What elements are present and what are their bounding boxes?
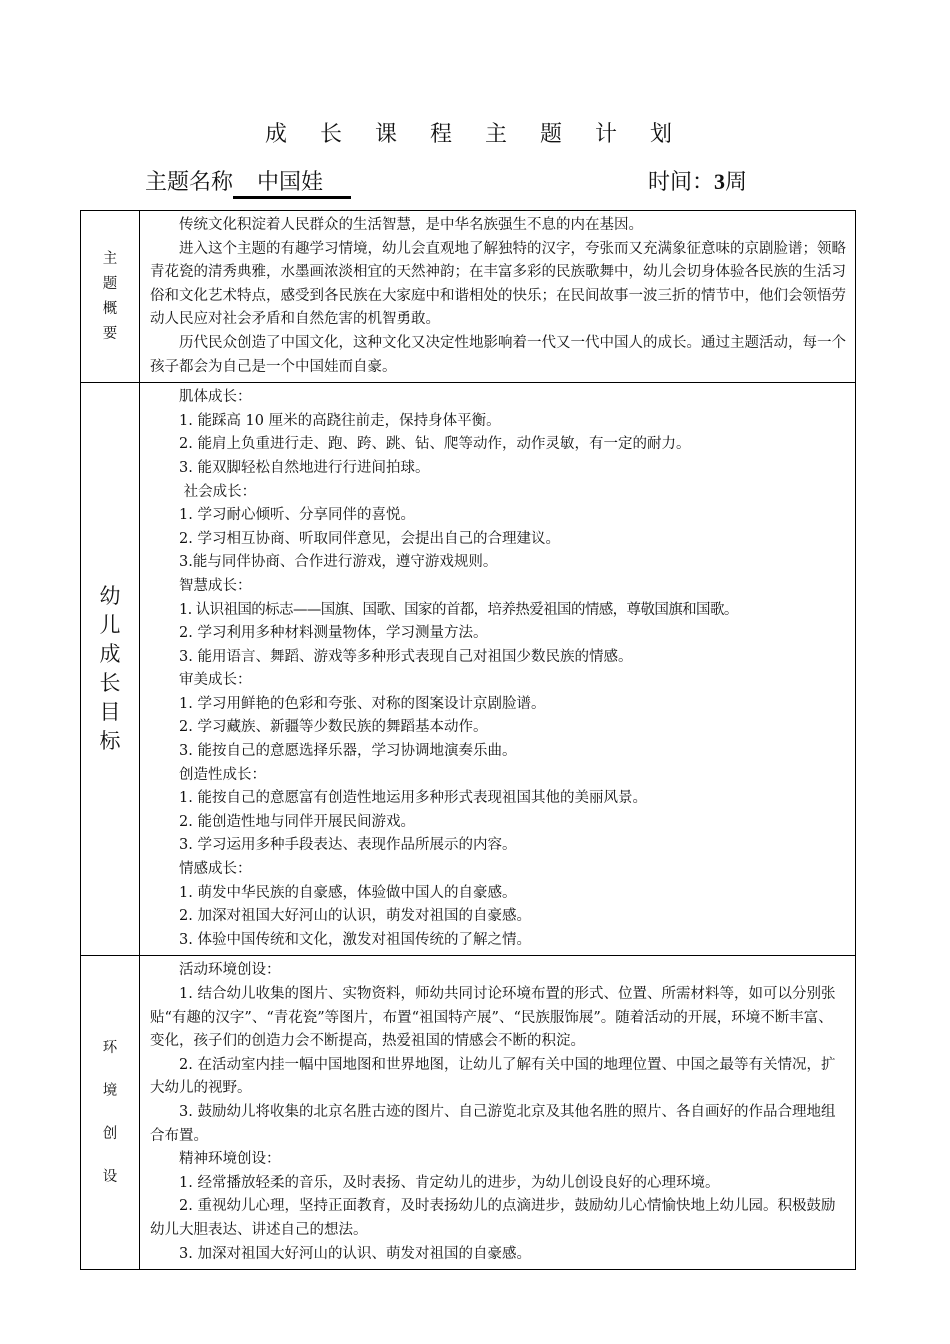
goals-label [81, 383, 140, 956]
environment-paragraph: 1. 经常播放轻柔的音乐，及时表扬、肯定幼儿的进步，为幼儿创设良好的心理环境。 [179, 1174, 720, 1191]
goal-item: 2. 加深对祖国大好河山的认识，萌发对祖国的自豪感。 [179, 908, 531, 925]
overview-row [81, 211, 856, 383]
environment-row [81, 956, 856, 1270]
goal-item: 1. 能踩高 10 厘米的高跷往前走，保持身体平衡。 [179, 412, 501, 429]
goal-item: 3. 能用语言、舞蹈、游戏等多种形式表现自己对祖国少数民族的情感。 [179, 648, 633, 665]
goal-item: 2. 能肩上负重进行走、跑、跨、跳、钻、爬等动作，动作灵敏，有一定的耐力。 [179, 436, 691, 453]
time-line [648, 165, 747, 196]
goal-item: 3. 学习运用多种手段表达、表现作品所展示的内容。 [179, 837, 517, 854]
overview-paragraph: 传统文化积淀着人民群众的生活智慧，是中华名族强生不息的内在基因。 [179, 217, 643, 233]
label-char: 主 [102, 250, 118, 267]
goal-item: 1. 学习用鲜艳的色彩和夸张、对称的图案设计京剧脸谱。 [179, 695, 546, 712]
overview-label [81, 211, 140, 383]
theme-name: 中国娃 [233, 165, 351, 199]
environment-label [81, 956, 140, 1270]
goal-item: 1. 学习耐心倾听、分享同伴的喜悦。 [179, 507, 415, 524]
theme-line [145, 165, 351, 199]
goal-item: 3. 体验中国传统和文化，激发对祖国传统的了解之情。 [179, 931, 531, 948]
label-char: 要 [102, 325, 118, 342]
overview-paragraph: 历代民众创造了中国文化，这种文化又决定性地影响着一代又一代中国人的成长。通过主题活动，每一个孩子都会为自己是一个中国娃而自豪。 [150, 334, 846, 375]
goal-item: 2. 学习相互协商、听取同伴意见，会提出自己的合理建议。 [179, 530, 560, 547]
label-char: 题 [102, 275, 118, 292]
goal-item: 1. 能按自己的意愿富有创造性地运用多种形式表现祖国其他的美丽风景。 [179, 790, 647, 807]
goals-content [140, 383, 856, 956]
overview-paragraph: 进入这个主题的有趣学习情境，幼儿会直观地了解独特的汉字，夸张而又充满象征意味的京剧脸谱；领略青花瓷的清秀典雅，水墨画浓淡相宜的天然神韵；在丰富多彩的民族歌舞中，幼儿会切身体验各民族的生活习俗和文化艺术特点，感受到各民族在大家庭中和谐相处的快乐；在民间故事一波三折的情节中，他们会领悟劳动人民应对社会矛盾和自然危害的机智勇敢。 [150, 240, 846, 328]
goals-row [81, 383, 856, 956]
label-char: 成 [99, 642, 121, 667]
goal-item: 2. 能创造性地与同伴开展民间游戏。 [179, 813, 415, 830]
label-char: 概 [102, 300, 118, 317]
theme-label: 主题名称 [145, 170, 234, 195]
goal-category: 情感成长： [179, 861, 252, 878]
environment-content [140, 956, 856, 1270]
goal-item: 1. 萌发中华民族的自豪感，体验做中国人的自豪感。 [179, 884, 517, 901]
label-char: 设 [102, 1168, 118, 1185]
label-char: 幼 [99, 584, 121, 609]
time-label: 时间： [648, 170, 715, 195]
label-char: 境 [102, 1082, 118, 1099]
goal-category: 审美成长： [179, 672, 252, 689]
plan-table [80, 210, 856, 1270]
environment-heading: 精神环境创设： [179, 1151, 281, 1168]
environment-heading: 活动环境创设： [179, 962, 281, 979]
goal-item: 3. 能双脚轻松自然地进行行进间拍球。 [179, 459, 430, 476]
page-title: 成 长 课 程 主 题 计 划 [265, 122, 685, 147]
label-char: 环 [102, 1039, 118, 1056]
label-char: 儿 [99, 613, 121, 638]
goal-category: 社会成长： [179, 483, 257, 500]
label-char: 目 [99, 700, 121, 725]
goal-item: 1. 认识祖国的标志——国旗、国歌、国家的首都，培养热爱祖国的情感，尊敬国旗和国歌。 [179, 601, 738, 618]
label-char: 长 [99, 671, 121, 696]
goal-category: 智慧成长： [179, 577, 252, 594]
goal-item: 3. 能按自己的意愿选择乐器，学习协调地演奏乐曲。 [179, 743, 517, 760]
goal-category: 肌体成长： [179, 389, 252, 406]
label-char: 创 [102, 1125, 118, 1142]
time-value: 3 [714, 169, 726, 194]
goal-category: 创造性成长： [179, 766, 266, 783]
goal-item: 2. 学习藏族、新疆等少数民族的舞蹈基本动作。 [179, 719, 488, 736]
goal-item: 2. 学习利用多种材料测量物体，学习测量方法。 [179, 625, 488, 642]
time-unit: 周 [725, 170, 748, 195]
environment-paragraph: 3. 鼓励幼儿将收集的北京名胜古迹的图片、自己游览北京及其他名胜的照片、各自画好的作品合理地组合布置。 [150, 1103, 836, 1144]
environment-paragraph: 2. 在活动室内挂一幅中国地图和世界地图，让幼儿了解有关中国的地理位置、中国之最等有关情况，扩大幼儿的视野。 [150, 1056, 836, 1097]
overview-content [140, 211, 856, 383]
goal-item: 3.能与同伴协商、合作进行游戏，遵守游戏规则。 [179, 554, 498, 571]
environment-paragraph: 1. 结合幼儿收集的图片、实物资料，师幼共同讨论环境布置的形式、位置、所需材料等，如可以分别张贴“有趣的汉字”、“青花瓷”等图片，布置“祖国特产展”、“民族服饰展”。随着活动的开展，环境不断丰富、变化，孩子们的创造力会不断提高，热爱祖国的情感会不断的积淀。 [150, 986, 836, 1050]
environment-paragraph: 2. 重视幼儿心理，坚持正面教育，及时表扬幼儿的点滴进步，鼓励幼儿心情愉快地上幼儿园。积极鼓励幼儿大胆表达、讲述自己的想法。 [150, 1198, 836, 1238]
environment-paragraph: 3. 加深对祖国大好河山的认识、萌发对祖国的自豪感。 [179, 1245, 531, 1262]
label-char: 标 [99, 729, 121, 754]
